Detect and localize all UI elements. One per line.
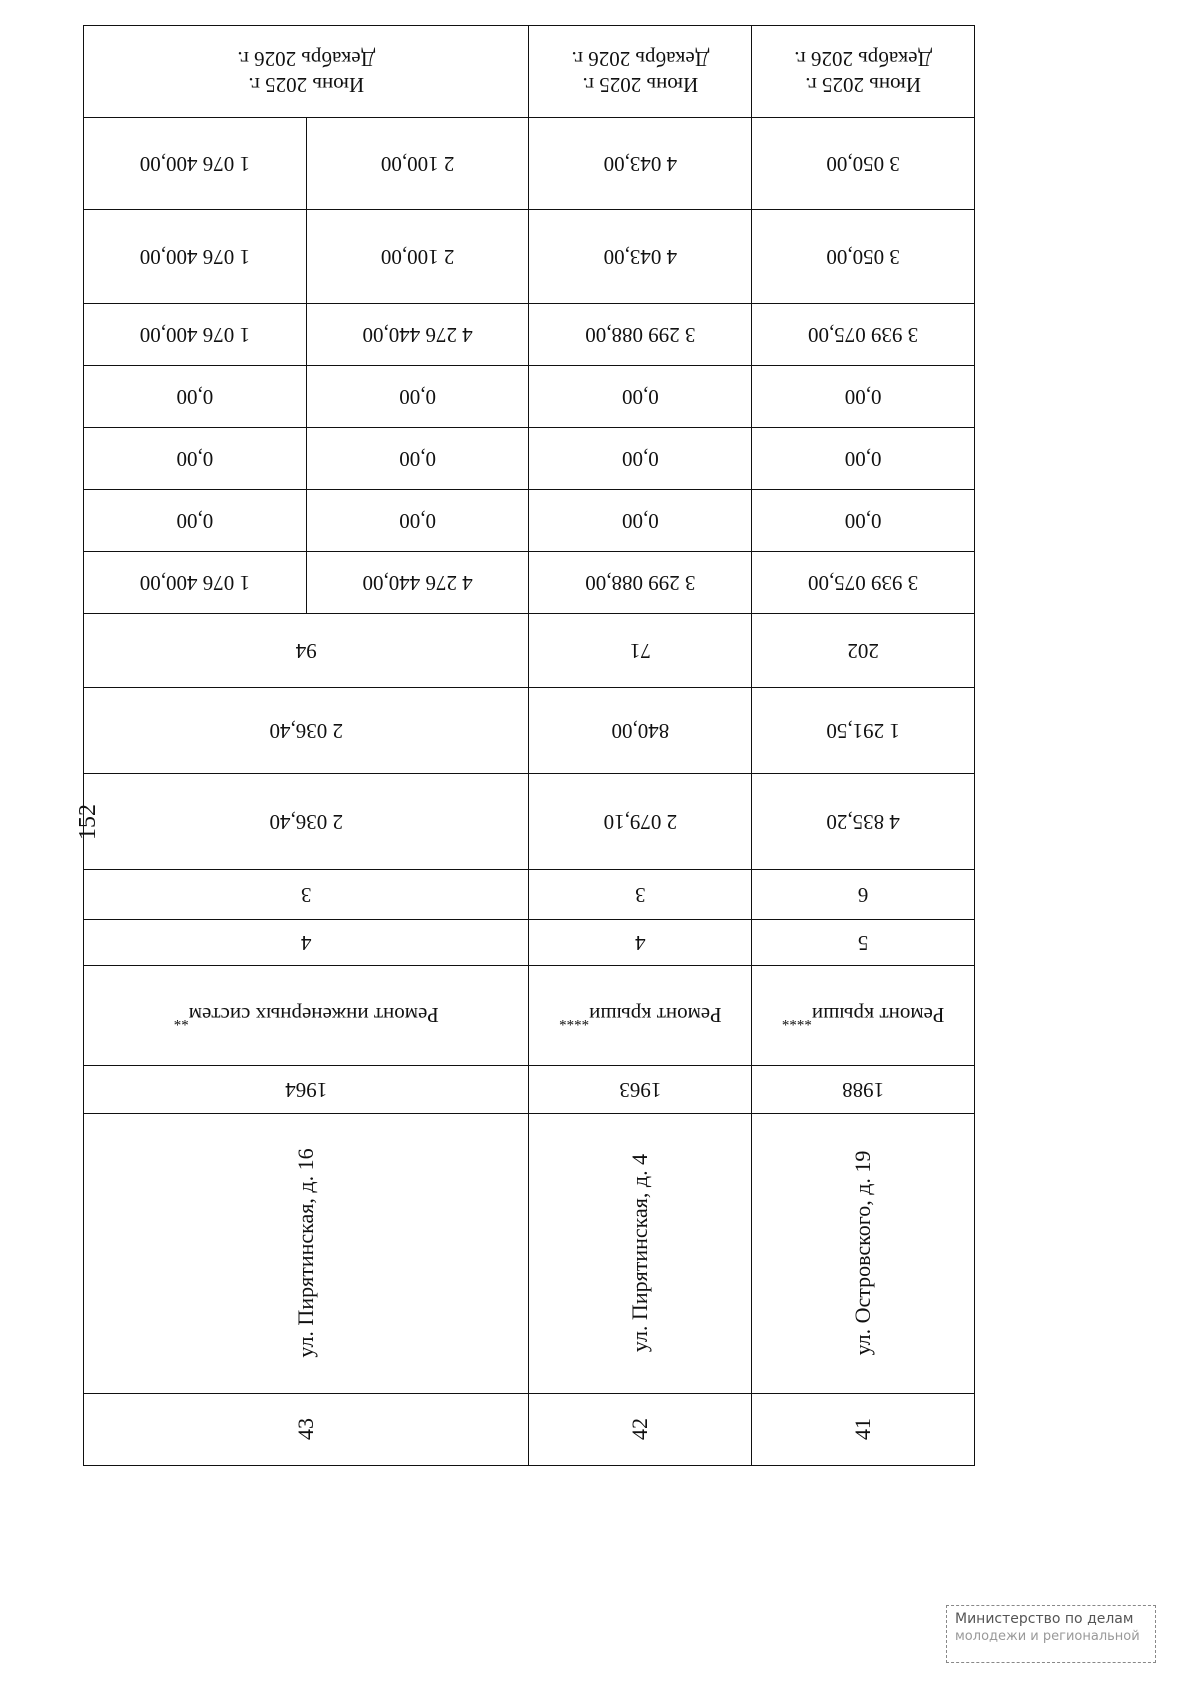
cell-period: Июнь 2025 г. Декабрь 2026 г.	[752, 26, 975, 118]
cell-value: 0,00	[529, 490, 752, 552]
cell-value: 3 299 088,00	[529, 304, 752, 366]
cell-address: ул. Островского, д. 19	[752, 1114, 975, 1394]
cell-value: 0,00	[529, 366, 752, 428]
cell-value: 3 939 075,00	[752, 552, 975, 614]
cell-value: 0,00	[306, 490, 529, 552]
cell-work: Ремонт инженерных систем**	[84, 966, 530, 1066]
cell-value: 4 043,00	[529, 118, 752, 210]
cell-number: 42	[529, 1394, 752, 1466]
stamp-line: Министерство по делам	[955, 1611, 1134, 1627]
cell-year: 1963	[529, 1066, 752, 1114]
cell-value: 2 036,40	[84, 688, 530, 774]
cell-value: 4	[84, 920, 530, 966]
cell-value: 0,00	[752, 490, 975, 552]
table-row-col12	[84, 428, 975, 490]
cell-value: 4 276 440,00	[306, 552, 529, 614]
cell-value: 0,00	[84, 428, 307, 490]
cell-work: Ремонт крыши****	[752, 966, 975, 1066]
table-row-col9	[84, 614, 975, 688]
cell-value: 94	[84, 614, 530, 688]
cell-value: 202	[752, 614, 975, 688]
cell-value: 1 291,50	[752, 688, 975, 774]
cell-work: Ремонт крыши****	[529, 966, 752, 1066]
table-row-col16	[84, 118, 975, 210]
table-row-col8	[84, 688, 975, 774]
cell-value: 2 100,00	[306, 210, 529, 304]
stamp-line: молодежи и региональной	[955, 1629, 1140, 1644]
table-row-col13	[84, 366, 975, 428]
cell-number: 41	[752, 1394, 975, 1466]
cell-value: 1 076 400,00	[84, 210, 307, 304]
cell-value: 4 276 440,00	[306, 304, 529, 366]
cell-value: 4	[529, 920, 752, 966]
cell-year: 1964	[84, 1066, 530, 1114]
cell-value: 840,00	[529, 688, 752, 774]
table-row-col7	[84, 774, 975, 870]
cell-value: 4 043,00	[529, 210, 752, 304]
cell-value: 3 050,00	[752, 118, 975, 210]
cell-value: 1 076 400,00	[84, 118, 307, 210]
cell-number: 43	[84, 1394, 530, 1466]
cell-value: 3 050,00	[752, 210, 975, 304]
cell-value: 5	[752, 920, 975, 966]
cell-value: 0,00	[306, 428, 529, 490]
table-row-col6	[84, 870, 975, 920]
page-number: 152	[75, 804, 101, 840]
cell-value: 1 076 400,00	[84, 552, 307, 614]
cell-value: 4 835,20	[752, 774, 975, 870]
cell-address: ул. Пирятинская, д. 16	[84, 1114, 530, 1394]
table-row-col15	[84, 210, 975, 304]
ministry-stamp	[946, 1605, 1156, 1663]
cell-value: 6	[752, 870, 975, 920]
table-row-col5	[84, 920, 975, 966]
cell-value: 3 939 075,00	[752, 304, 975, 366]
cell-value: 3 299 088,00	[529, 552, 752, 614]
table-row-col14	[84, 304, 975, 366]
cell-period: Июнь 2025 г. Декабрь 2026 г.	[84, 26, 530, 118]
capital-repair-table	[83, 25, 975, 1466]
cell-value: 3	[529, 870, 752, 920]
table-row-address	[84, 1114, 975, 1394]
table-row-work	[84, 966, 975, 1066]
table-row-col11	[84, 490, 975, 552]
cell-address: ул. Пирятинская, д. 4	[529, 1114, 752, 1394]
cell-value: 0,00	[84, 366, 307, 428]
cell-value: 0,00	[306, 366, 529, 428]
cell-value: 2 079,10	[529, 774, 752, 870]
table-row-year	[84, 1066, 975, 1114]
cell-period: Июнь 2025 г. Декабрь 2026 г.	[529, 26, 752, 118]
cell-value: 2 036,40	[84, 774, 530, 870]
cell-value: 1 076 400,00	[84, 304, 307, 366]
cell-value: 71	[529, 614, 752, 688]
cell-value: 0,00	[752, 366, 975, 428]
cell-value: 0,00	[529, 428, 752, 490]
cell-value: 2 100,00	[306, 118, 529, 210]
table-row-total	[84, 552, 975, 614]
cell-value: 0,00	[752, 428, 975, 490]
table-row-period	[84, 26, 975, 118]
cell-value: 3	[84, 870, 530, 920]
cell-year: 1988	[752, 1066, 975, 1114]
table-row-number	[84, 1394, 975, 1466]
cell-value: 0,00	[84, 490, 307, 552]
